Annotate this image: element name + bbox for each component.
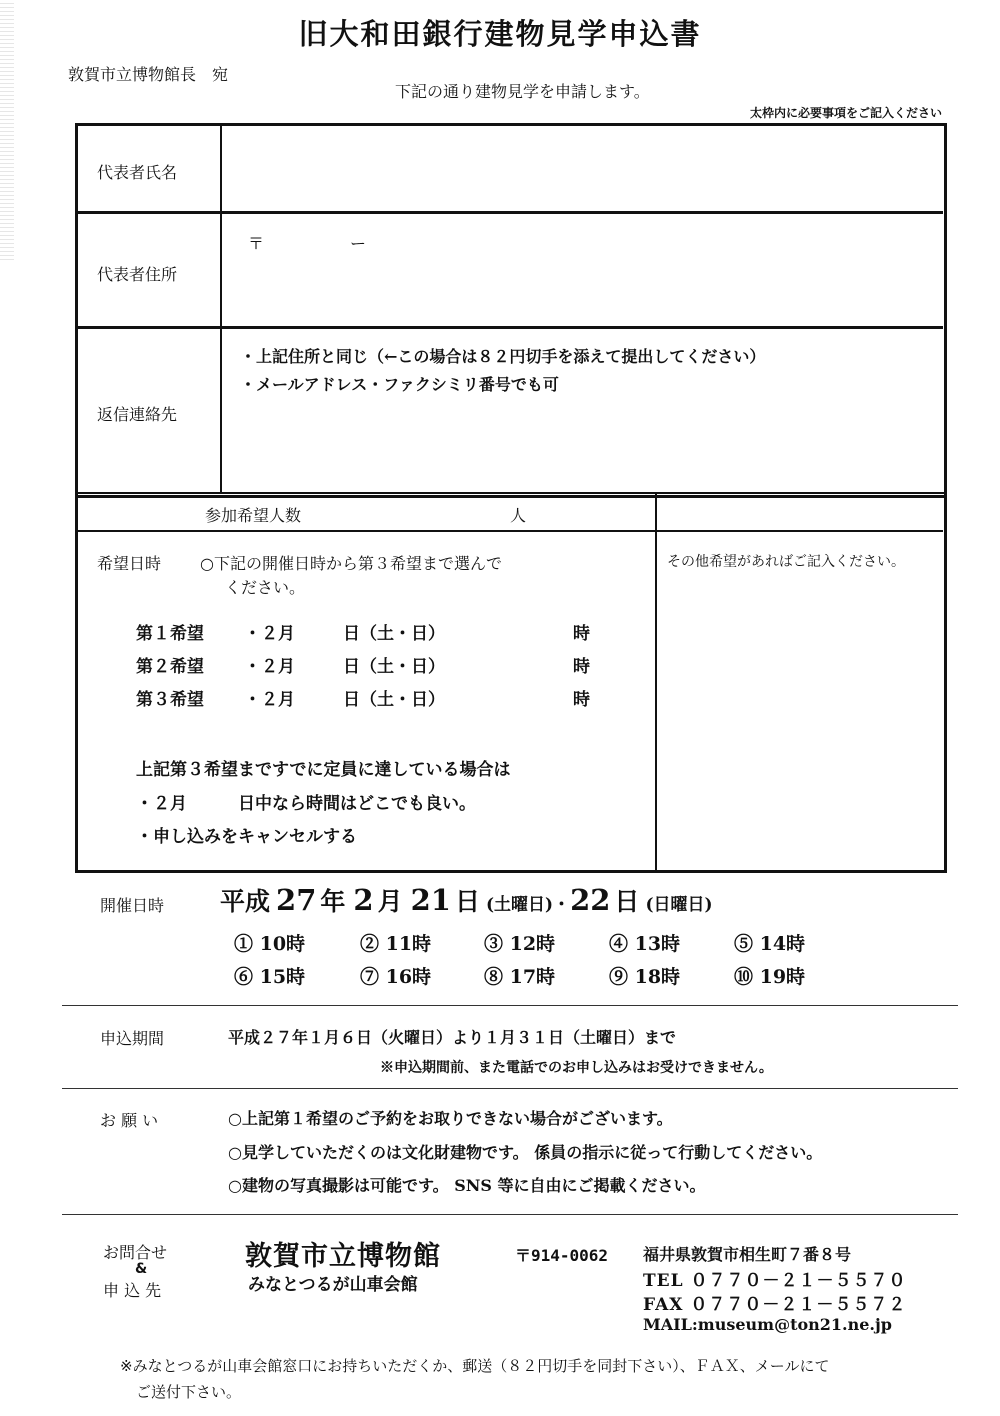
- divider-event: [62, 1005, 958, 1006]
- time-slot-9: ⑨ 18時: [609, 966, 681, 988]
- choice-2-month: ・２月: [244, 657, 295, 677]
- attendees-label: 参加希望人数: [205, 506, 302, 525]
- choice-1-day: 日（土・日）: [343, 624, 445, 644]
- requests-label: お 願 い: [100, 1111, 159, 1130]
- time-slot-1: ① 10時: [234, 933, 306, 955]
- choice-1-label: 第１希望: [136, 624, 204, 644]
- event-day-2-note: (日曜日): [645, 895, 713, 915]
- other-requests-label: その他希望があればご記入ください。: [667, 554, 905, 570]
- rep-name-label: 代表者氏名: [97, 163, 178, 182]
- event-month: 2: [353, 883, 374, 917]
- period-note: ※申込期間前、また電話でのお申し込みはお受けできません。: [380, 1060, 773, 1076]
- event-day-1: 21: [410, 883, 451, 917]
- rep-address-label: 代表者住所: [97, 265, 178, 284]
- page-title: 旧大和田銀行建物見学申込書: [298, 17, 702, 51]
- choice-3-month: ・２月: [244, 690, 295, 710]
- attendees-unit: 人: [510, 506, 527, 525]
- full-option-any-time-month: ・２月: [136, 794, 187, 814]
- reply-option-email: ・メールアドレス・ファクシミリ番号でも可: [240, 375, 559, 394]
- time-slot-2: ② 11時: [360, 933, 432, 955]
- full-option-cancel: ・申し込みをキャンセルする: [136, 827, 357, 847]
- addressee: 敦賀市立博物館長 宛: [68, 65, 229, 84]
- choice-3-hour: 時: [573, 690, 590, 710]
- datetime-instruction: ○下記の開催日時から第３希望まで選んで: [200, 554, 502, 573]
- choice-2-hour: 時: [573, 657, 590, 677]
- contact-fax: FAX ０７７０－２１－５５７２: [643, 1295, 907, 1315]
- choice-3-label: 第３希望: [136, 690, 204, 710]
- rep-address-field[interactable]: [222, 214, 940, 324]
- attendees-divider: [77, 530, 943, 532]
- datetime-label: 希望日時: [97, 554, 162, 573]
- event-year: 27: [276, 883, 317, 917]
- datetime-instruction-cont: ください。: [225, 578, 306, 597]
- event-label: 開催日時: [100, 896, 165, 915]
- contact-tel: TEL ０７７０－２１－５５７０: [643, 1271, 907, 1291]
- period-text: 平成２７年１月６日（火曜日）より１月３１日（土曜日）まで: [228, 1028, 677, 1047]
- footer-note-cont: ご送付下さい。: [136, 1383, 242, 1401]
- request-item-3: ○建物の写真撮影は可能です。 SNS 等に自由にご掲載ください。: [228, 1176, 706, 1195]
- event-day-1-note: (土曜日)・: [485, 895, 571, 915]
- request-item-2: ○見学していただくのは文化財建物です。 係員の指示に従って行動してください。: [228, 1143, 823, 1162]
- column-divider: [655, 493, 657, 870]
- period-label: 申込期間: [100, 1029, 165, 1048]
- event-date: [220, 882, 713, 918]
- contact-mail[interactable]: MAIL:museum@ton21.ne.jp: [643, 1315, 892, 1334]
- time-slot-10: ⑩ 19時: [734, 966, 806, 988]
- request-item-1: ○上記第１希望のご予約をお取りできない場合がございます。: [228, 1109, 673, 1128]
- choice-1-month: ・２月: [244, 624, 295, 644]
- event-day-1-unit: 日: [454, 887, 480, 916]
- rep-name-field[interactable]: [222, 127, 940, 210]
- event-day-2-unit: 日: [614, 887, 640, 916]
- time-slot-7: ⑦ 16時: [360, 966, 432, 988]
- postal-dash: ー: [350, 234, 367, 253]
- hall-name: みなとつるが山車会館: [248, 1275, 418, 1295]
- time-slot-4: ④ 13時: [609, 933, 681, 955]
- divider-requests: [62, 1214, 958, 1215]
- intro-text: 下記の通り建物見学を申請します。: [395, 82, 650, 101]
- contact-postal: 〒914-0062: [515, 1246, 609, 1265]
- time-slot-8: ⑧ 17時: [484, 966, 556, 988]
- other-requests-field[interactable]: [658, 575, 938, 865]
- full-option-any-time: 日中なら時間はどこでも良い。: [238, 794, 476, 814]
- museum-name: 敦賀市立博物館: [245, 1241, 441, 1272]
- contact-label: お問合せ: [103, 1243, 168, 1262]
- footer-note: ※みなとつるが山車会館窓口にお持ちいただくか、郵送（８２円切手を同封下さい）、ＦＡＸ、メールにて: [120, 1357, 830, 1375]
- fill-note: 太枠内に必要事項をご記入ください: [749, 106, 942, 120]
- divider-period: [62, 1088, 958, 1089]
- reply-option-same: ・上記住所と同じ（←この場合は８２円切手を添えて提出してください）: [240, 347, 766, 366]
- time-slot-5: ⑤ 14時: [734, 933, 806, 955]
- full-heading: 上記第３希望まですでに定員に達している場合は: [136, 760, 511, 780]
- event-year-unit: 年: [320, 887, 346, 916]
- event-month-unit: 月: [377, 887, 403, 916]
- choice-1-hour: 時: [573, 624, 590, 644]
- choice-3-day: 日（土・日）: [343, 690, 445, 710]
- contact-label-amp: &: [135, 1261, 148, 1277]
- postal-mark: 〒: [248, 234, 265, 253]
- event-day-2: 22: [570, 883, 611, 917]
- time-slot-6: ⑥ 15時: [234, 966, 306, 988]
- time-slot-3: ③ 12時: [484, 933, 556, 955]
- contact-address: 福井県敦賀市相生町７番８号: [643, 1245, 852, 1264]
- reply-label: 返信連絡先: [97, 405, 178, 424]
- choice-2-day: 日（土・日）: [343, 657, 445, 677]
- choice-2-label: 第２希望: [136, 657, 204, 677]
- contact-label-2: 申 込 先: [103, 1281, 162, 1300]
- attendees-field[interactable]: [340, 496, 505, 528]
- event-era: 平成: [220, 887, 271, 916]
